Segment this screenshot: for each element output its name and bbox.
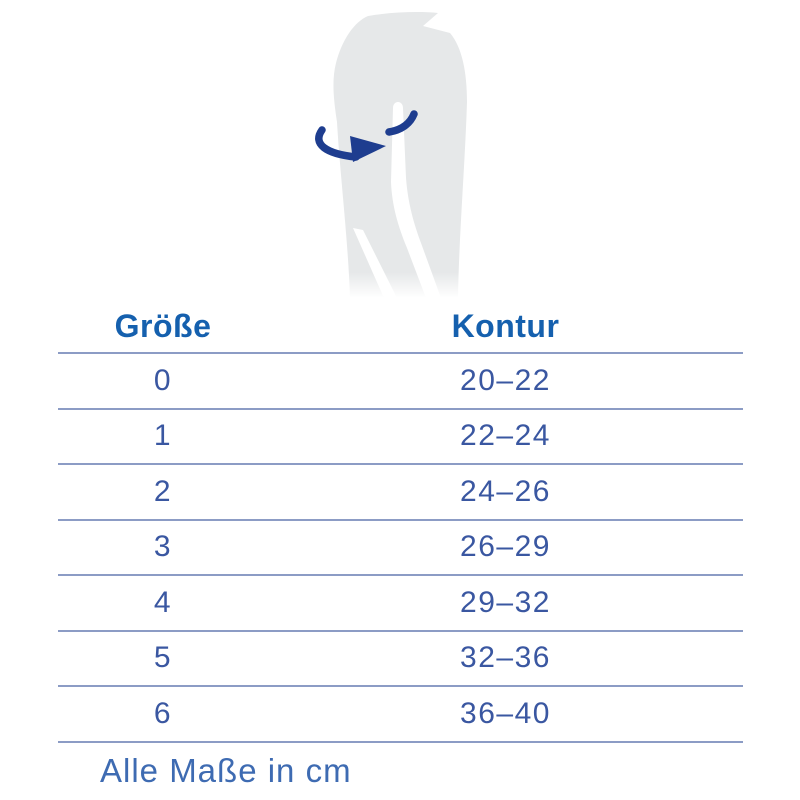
size-value: 6 <box>153 696 173 730</box>
table-row <box>58 408 743 464</box>
contour-value: 24–26 <box>460 474 551 508</box>
contour-value: 32–36 <box>460 641 551 675</box>
table-bottom-line <box>58 741 743 743</box>
contour-value: 29–32 <box>460 585 551 619</box>
table-row <box>58 630 743 686</box>
table-row <box>58 685 743 741</box>
table-row <box>58 463 743 519</box>
table-header-row <box>58 300 743 352</box>
table-row <box>58 574 743 630</box>
silhouette-bottom-fade <box>280 272 540 298</box>
size-table <box>58 300 743 790</box>
table-row <box>58 352 743 408</box>
contour-value: 20–22 <box>460 363 551 397</box>
size-value: 5 <box>153 641 173 675</box>
size-value: 3 <box>153 530 173 564</box>
size-value: 2 <box>153 474 173 508</box>
table-row <box>58 519 743 575</box>
size-value: 0 <box>153 363 173 397</box>
column-header-kontur: Kontur <box>451 307 560 344</box>
contour-value: 36–40 <box>460 696 551 730</box>
size-value: 4 <box>153 585 173 619</box>
column-header-groesse: Größe <box>114 307 212 344</box>
units-footnote: Alle Maße in cm <box>100 751 352 789</box>
contour-value: 22–24 <box>460 419 551 453</box>
size-value: 1 <box>153 419 173 453</box>
contour-value: 26–29 <box>460 530 551 564</box>
